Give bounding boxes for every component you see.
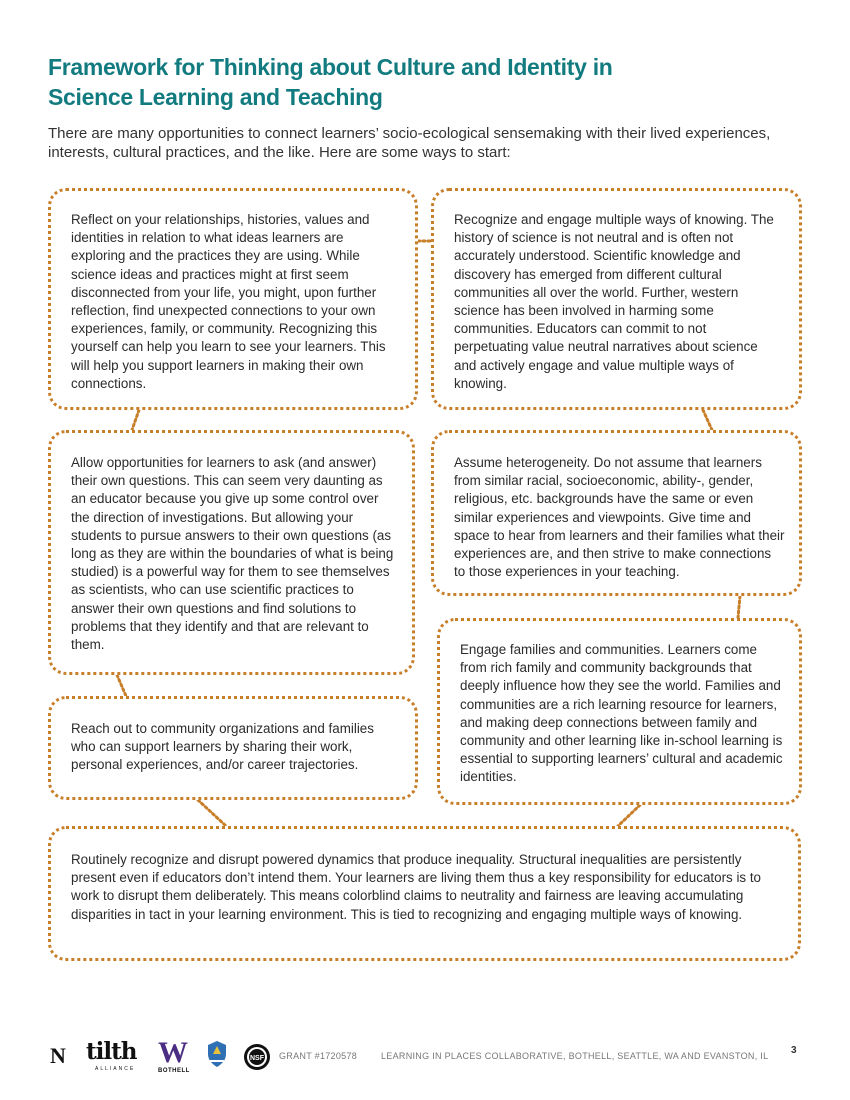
box-text: Recognize and engage multiple ways of knowing. The history of science is not neutral and is often not accurately understood. Scientific knowledge and discovery has emerged from different cultural communities all over the world. Further, western science has been involved in harming some communities. Educators can commit to not perpetuating value neutral narratives about science and actively engage and value multiple ways of knowing. <box>454 212 774 391</box>
framework-box-families-communities <box>437 618 802 805</box>
framework-box-ways-of-knowing <box>431 188 802 410</box>
page-number: 3 <box>791 1045 797 1056</box>
uw-bothell-logo: W <box>158 1036 188 1069</box>
uw-bothell-subtext: BOTHELL <box>158 1068 190 1074</box>
box-text: Engage families and communities. Learners come from rich family and community backgrounds that deeply influence how they see the world. Families and communities are a rich learning resource for learners, and making deep connections between family and community and other learning like in-school learning is essential to supporting learners’ cultural and academic identities. <box>460 642 783 785</box>
framework-box-reflect <box>48 188 418 410</box>
title-line-2: Science Learning and Teaching <box>48 84 383 110</box>
tilth-alliance-logo: tilth <box>86 1038 137 1065</box>
collaborative-credit: LEARNING IN PLACES COLLABORATIVE, BOTHELL, SEATTLE, WA AND EVANSTON, IL <box>381 1051 769 1061</box>
box-text: Reach out to community organizations and families who can support learners by sharing their work, personal experiences, and/or career trajectories. <box>71 721 374 773</box>
framework-box-heterogeneity <box>431 430 802 596</box>
framework-box-learner-questions <box>48 430 415 675</box>
intro-paragraph: There are many opportunities to connect learners’ socio-ecological sensemaking with their lived experiences, interests, cultural practices, and the like. Here are some ways to start: <box>48 125 771 161</box>
grant-number: GRANT #1720578 <box>279 1051 358 1061</box>
framework-box-disrupt-inequality <box>48 826 801 961</box>
box-text: Reflect on your relationships, histories, values and identities in relation to what ideas learners are exploring and the practices they are using. While science ideas and practices might at first seem disconnected from your life, you might, upon further reflection, find unexpected connections to your own experiences, family, or community. Recognizing this yourself can help you learn to see your learners. This will help you support learners in making their own connections. <box>71 212 386 391</box>
page-title <box>48 52 688 112</box>
svg-text:NSF: NSF <box>250 1055 264 1062</box>
northwestern-logo: N <box>50 1043 66 1068</box>
title-line-1: Framework for Thinking about Culture and Identity in <box>48 54 613 80</box>
box-text: Allow opportunities for learners to ask (and answer) their own questions. This can seem very daunting as an educator because you give up some control over the direction of investigations. But allowing your students to pursue answers to their own questions (as long as they are within the boundaries of what is being studied) is a powerful way for them to see themselves as scientists, who can use scientific practices to answer their own questions and find solutions to problems that they identify and that are relevant to them. <box>71 455 394 653</box>
framework-box-community-outreach <box>48 696 418 800</box>
tilth-alliance-subtext: ALLIANCE <box>95 1066 136 1072</box>
box-text: Routinely recognize and disrupt powered dynamics that produce inequality. Structural inequalities are persistently present even if educators don’t intend them. Your learners are living them thus a key responsibility for educators is to work to disrupt them deliberately. This means colorblind claims to neutrality and fairness are leaving accumulating disparities in tact in your learning environment. This is tied to recognizing and engaging multiple ways of knowing. <box>71 852 761 922</box>
nsf-logo-icon <box>243 1043 271 1071</box>
box-text: Assume heterogeneity. Do not assume that learners from similar racial, socioeconomic, ability-, gender, religious, etc. backgrounds have the same or even similar experiences and viewpoints. Give time and space to hear from learners and their families what their experiences are, and then strive to make connections to those experiences in your teaching. <box>454 455 785 580</box>
school-district-shield-icon <box>206 1040 228 1070</box>
footer <box>0 1030 850 1080</box>
